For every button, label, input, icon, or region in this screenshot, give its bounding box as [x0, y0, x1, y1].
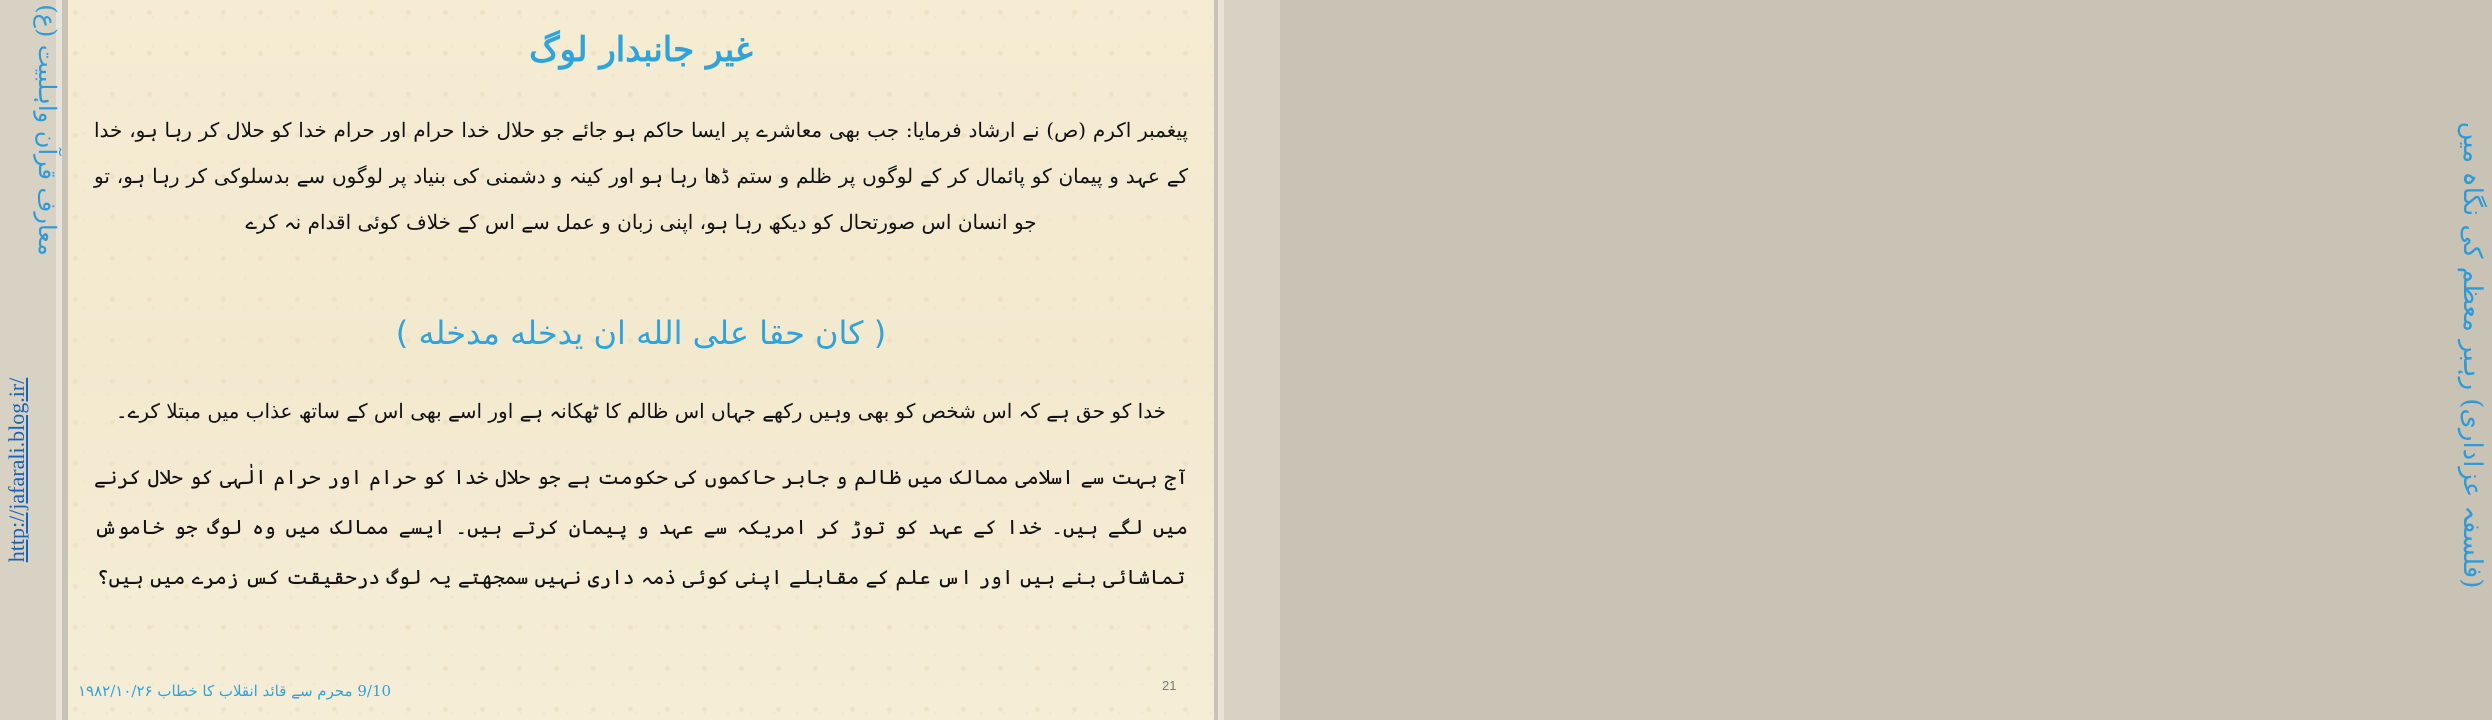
slide-page: [68, 0, 1214, 720]
paragraph-contemporary: آج بہت سے اسلامی ممالک میں ظالم و جابر حاکموں کی حکومت ہے جو حلال خدا کو حرام اور حرام الٰہی کو حلال کرنے میں لگے ہیں۔ خدا کے عہد کو توڑ کر امریکہ سے عہد و پیمان کرتے ہیں۔ ایسے ممالک میں وہ لوگ جو خاموش تماشائی بنے ہیں اور اس علم کے مقابلے اپنی کوئی ذمہ داری نہیں سمجھتے یہ لوگ درحقیقت کس زمرے میں ہیں؟: [94, 465, 1188, 589]
series-title-left-text: معارف قرآن واہلبیت (ع): [33, 4, 61, 256]
slide-title: غیر جانبدار لوگ: [529, 30, 753, 70]
blog-url-vertical[interactable]: [6, 0, 28, 720]
arabic-quote: ( كان حقا على الله ان يدخله مدخله ): [395, 314, 887, 352]
left-sidebar: [0, 0, 62, 720]
blog-url-text[interactable]: http://jafarali.blog.ir/: [4, 377, 29, 563]
paragraph-hadith: پیغمبر اکرم (ص) نے ارشاد فرمایا: جب بھی معاشرے پر ایسا حاکم ہو جائے جو حلال خدا حرام اور حرام خدا کو حلال کر رہا ہو، خدا کے عہد و پیمان کو پائمال کر کے لوگوں پر ظلم و ستم ڈھا رہا ہو اور کینہ و دشمنی کی بنیاد پر لوگوں سے بدسلوکی کر رہا ہو، تو جو انسان اس صورتحال کو دیکھ رہا ہو، اپنی زبان و عمل سے اس کے خلاف کوئی اقدام نہ کرے: [94, 118, 1188, 234]
series-title-right: [2452, 0, 2492, 720]
right-sidebar-strip: [1218, 0, 1224, 720]
series-title-left: [32, 0, 62, 720]
right-sidebar: [1218, 0, 2487, 720]
footer-source: 9/10 محرم سے قائد انقلاب کا خطاب ۱۹۸۲/۱۰/۲۶: [78, 682, 392, 700]
page-number: 21: [1162, 678, 1177, 693]
series-title-right-text: (فلسفہ عزاداری) رہبر معظم کی نگاہ میں: [2457, 121, 2487, 589]
paragraph-consequence: خدا کو حق ہے کہ اس شخص کو بھی وہیں رکھے جہاں اس ظالم کا ٹھکانہ ہے اور اسے بھی اس کے ساتھ عذاب میں مبتلا کرے۔: [115, 399, 1167, 423]
